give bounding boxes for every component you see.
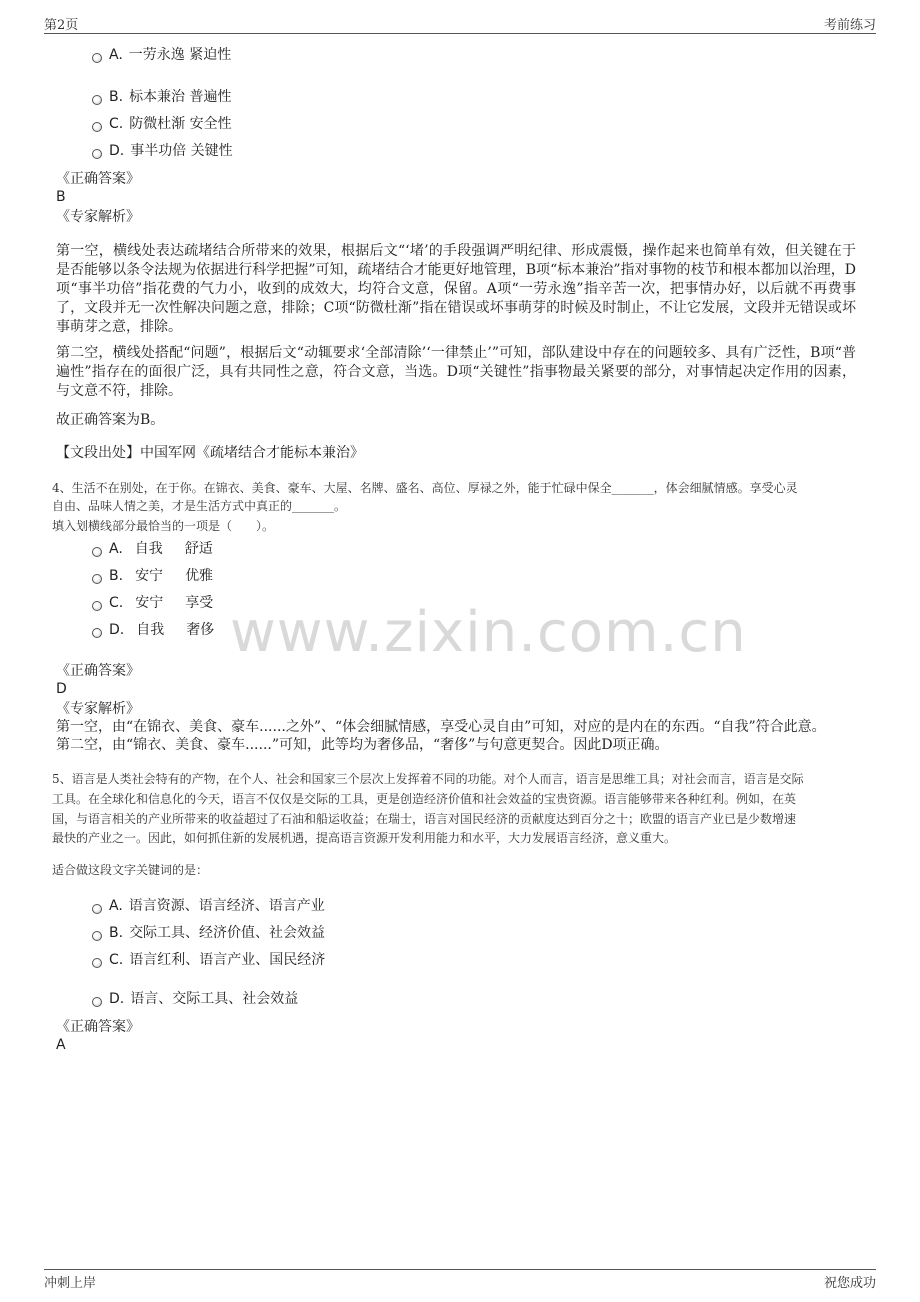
q5-option-c[interactable]: C. 语言红利、语言产业、国民经济 — [92, 951, 325, 969]
q4-analysis-line-2: 第二空，由“锦衣、美食、豪车......”可知，此等均为奢侈品，“奢侈”与句意更契合。因此D项正确。 — [56, 737, 669, 753]
q5-stem-line-2: 工具。在全球化和信息化的今天，语言不仅仅是交际的工具，更是创造经济价值和社会效益的宝贵资源。语言能够带来各种红利。例如，在英 — [52, 792, 797, 806]
q4-analysis-title: 《专家解析》 — [56, 701, 140, 717]
radio-icon[interactable] — [92, 574, 102, 584]
footer-left-text: 冲刺上岸 — [44, 1276, 97, 1291]
radio-icon[interactable] — [92, 931, 102, 941]
footer-divider — [44, 1269, 876, 1270]
q3-analysis-para-2: 第二空，横线处搭配“问题”，根据后文“动辄要求‘全部清除’‘一律禁止’”可知，部队建设中存在的问题较多、具有广泛性，B项“普遍性”指存在的面很广泛，具有共同性之意，符合文意，当选。D项“关键性”指事物最关紧要的部分，对事情起决定作用的因素，与文意不符，排除。 — [56, 345, 856, 399]
q3-option-b[interactable]: B. 标本兼治 普遍性 — [92, 88, 232, 106]
radio-icon[interactable] — [92, 122, 102, 132]
q3-analysis-para-1: 第一空，横线处表达疏堵结合所带来的效果，根据后文“‘堵’的手段强调严明纪律、形成震慑，操作起来也简单有效，但关键在于是否能够以条令法规为依据进行科学把握”可知，疏堵结合才能更好地管理，B项“标本兼治”指对事物的枝节和根本都加以治理，D项“事半功倍”指花费的气力小，收到的成效大，均符合文意，保留。A项“一劳永逸”指辛苦一次，把事情办好，以后就不再费事了，文段并无一次性解决问题之意，排除；C项“防微杜渐”指在错误或坏事萌芽的时候及时制止，不让它发展，文段并无错误或坏事萌芽之意，排除。 — [56, 243, 856, 335]
radio-icon[interactable] — [92, 547, 102, 557]
q4-answer-title: 《正确答案》 — [56, 663, 140, 679]
q3-answer: B — [56, 189, 66, 205]
radio-icon[interactable] — [92, 53, 102, 63]
q4-answer: D — [56, 681, 67, 697]
q4-stem-line-1: 4、生活不在别处，在于你。在锦衣、美食、豪车、大屋、名牌、盛名、高位、厚禄之外，能于忙碌中保全_______，体会细腻情感。享受心灵 — [52, 481, 798, 495]
radio-icon[interactable] — [92, 958, 102, 968]
q3-answer-title: 《正确答案》 — [56, 171, 140, 187]
page-number: 第2页 — [44, 18, 79, 33]
footer-right-text: 祝您成功 — [823, 1276, 876, 1291]
header-title: 考前练习 — [823, 18, 876, 33]
q3-analysis-para-3: 故正确答案为B。 — [56, 412, 165, 428]
q5-answer: A — [56, 1037, 66, 1053]
q4-option-c[interactable]: C. 安宁 享受 — [92, 594, 213, 612]
q5-option-b[interactable]: B. 交际工具、经济价值、社会效益 — [92, 924, 325, 942]
radio-icon[interactable] — [92, 628, 102, 638]
q5-stem-line-3: 国，与语言相关的产业所带来的收益超过了石油和船运收益；在瑞士，语言对国民经济的贡献度达到百分之十；欧盟的语言产业已是少数增速 — [52, 812, 797, 826]
q3-option-a[interactable]: A. 一劳永逸 紧迫性 — [92, 46, 231, 64]
q3-analysis-title: 《专家解析》 — [56, 209, 140, 225]
q5-stem-line-4: 最快的产业之一。因此，如何抓住新的发展机遇，提高语言资源开发利用能力和水平，大力发展语言经济，意义重大。 — [52, 831, 677, 845]
q3-source: 【文段出处】中国军网《疏堵结合才能标本兼治》 — [56, 445, 364, 461]
q3-option-c[interactable]: C. 防微杜渐 安全性 — [92, 115, 232, 133]
q5-answer-title: 《正确答案》 — [56, 1019, 140, 1035]
q4-option-d[interactable]: D. 自我 奢侈 — [92, 621, 214, 639]
page-footer — [44, 1272, 876, 1290]
q4-analysis-line-1: 第一空，由“在锦衣、美食、豪车......之外”、“体会细腻情感，享受心灵自由”可知，对应的是内在的东西。“自我”符合此意。 — [56, 719, 826, 735]
q3-option-d[interactable]: D. 事半功倍 关键性 — [92, 142, 233, 160]
q5-option-a[interactable]: A. 语言资源、语言经济、语言产业 — [92, 897, 325, 915]
q5-stem-line-1: 5、语言是人类社会特有的产物，在个人、社会和国家三个层次上发挥着不同的功能。对个人而言，语言是思维工具；对社会而言，语言是交际 — [52, 772, 804, 786]
q4-option-b[interactable]: B. 安宁 优雅 — [92, 567, 213, 585]
q4-stem-line-2: 自由、品味人情之美，才是生活方式中真正的_______。 — [52, 499, 347, 513]
q4-stem-line-3: 填入划横线部分最恰当的一项是（ ）。 — [52, 519, 275, 533]
radio-icon[interactable] — [92, 95, 102, 105]
q4-option-a[interactable]: A. 自我 舒适 — [92, 540, 213, 558]
radio-icon[interactable] — [92, 149, 102, 159]
q5-question: 适合做这段文字关键词的是： — [52, 863, 209, 877]
radio-icon[interactable] — [92, 601, 102, 611]
watermark: www.zixin.com.cn — [230, 600, 747, 665]
page-header — [44, 14, 876, 32]
header-divider — [44, 33, 876, 34]
radio-icon[interactable] — [92, 997, 102, 1007]
q5-option-d[interactable]: D. 语言、交际工具、社会效益 — [92, 990, 298, 1008]
radio-icon[interactable] — [92, 904, 102, 914]
